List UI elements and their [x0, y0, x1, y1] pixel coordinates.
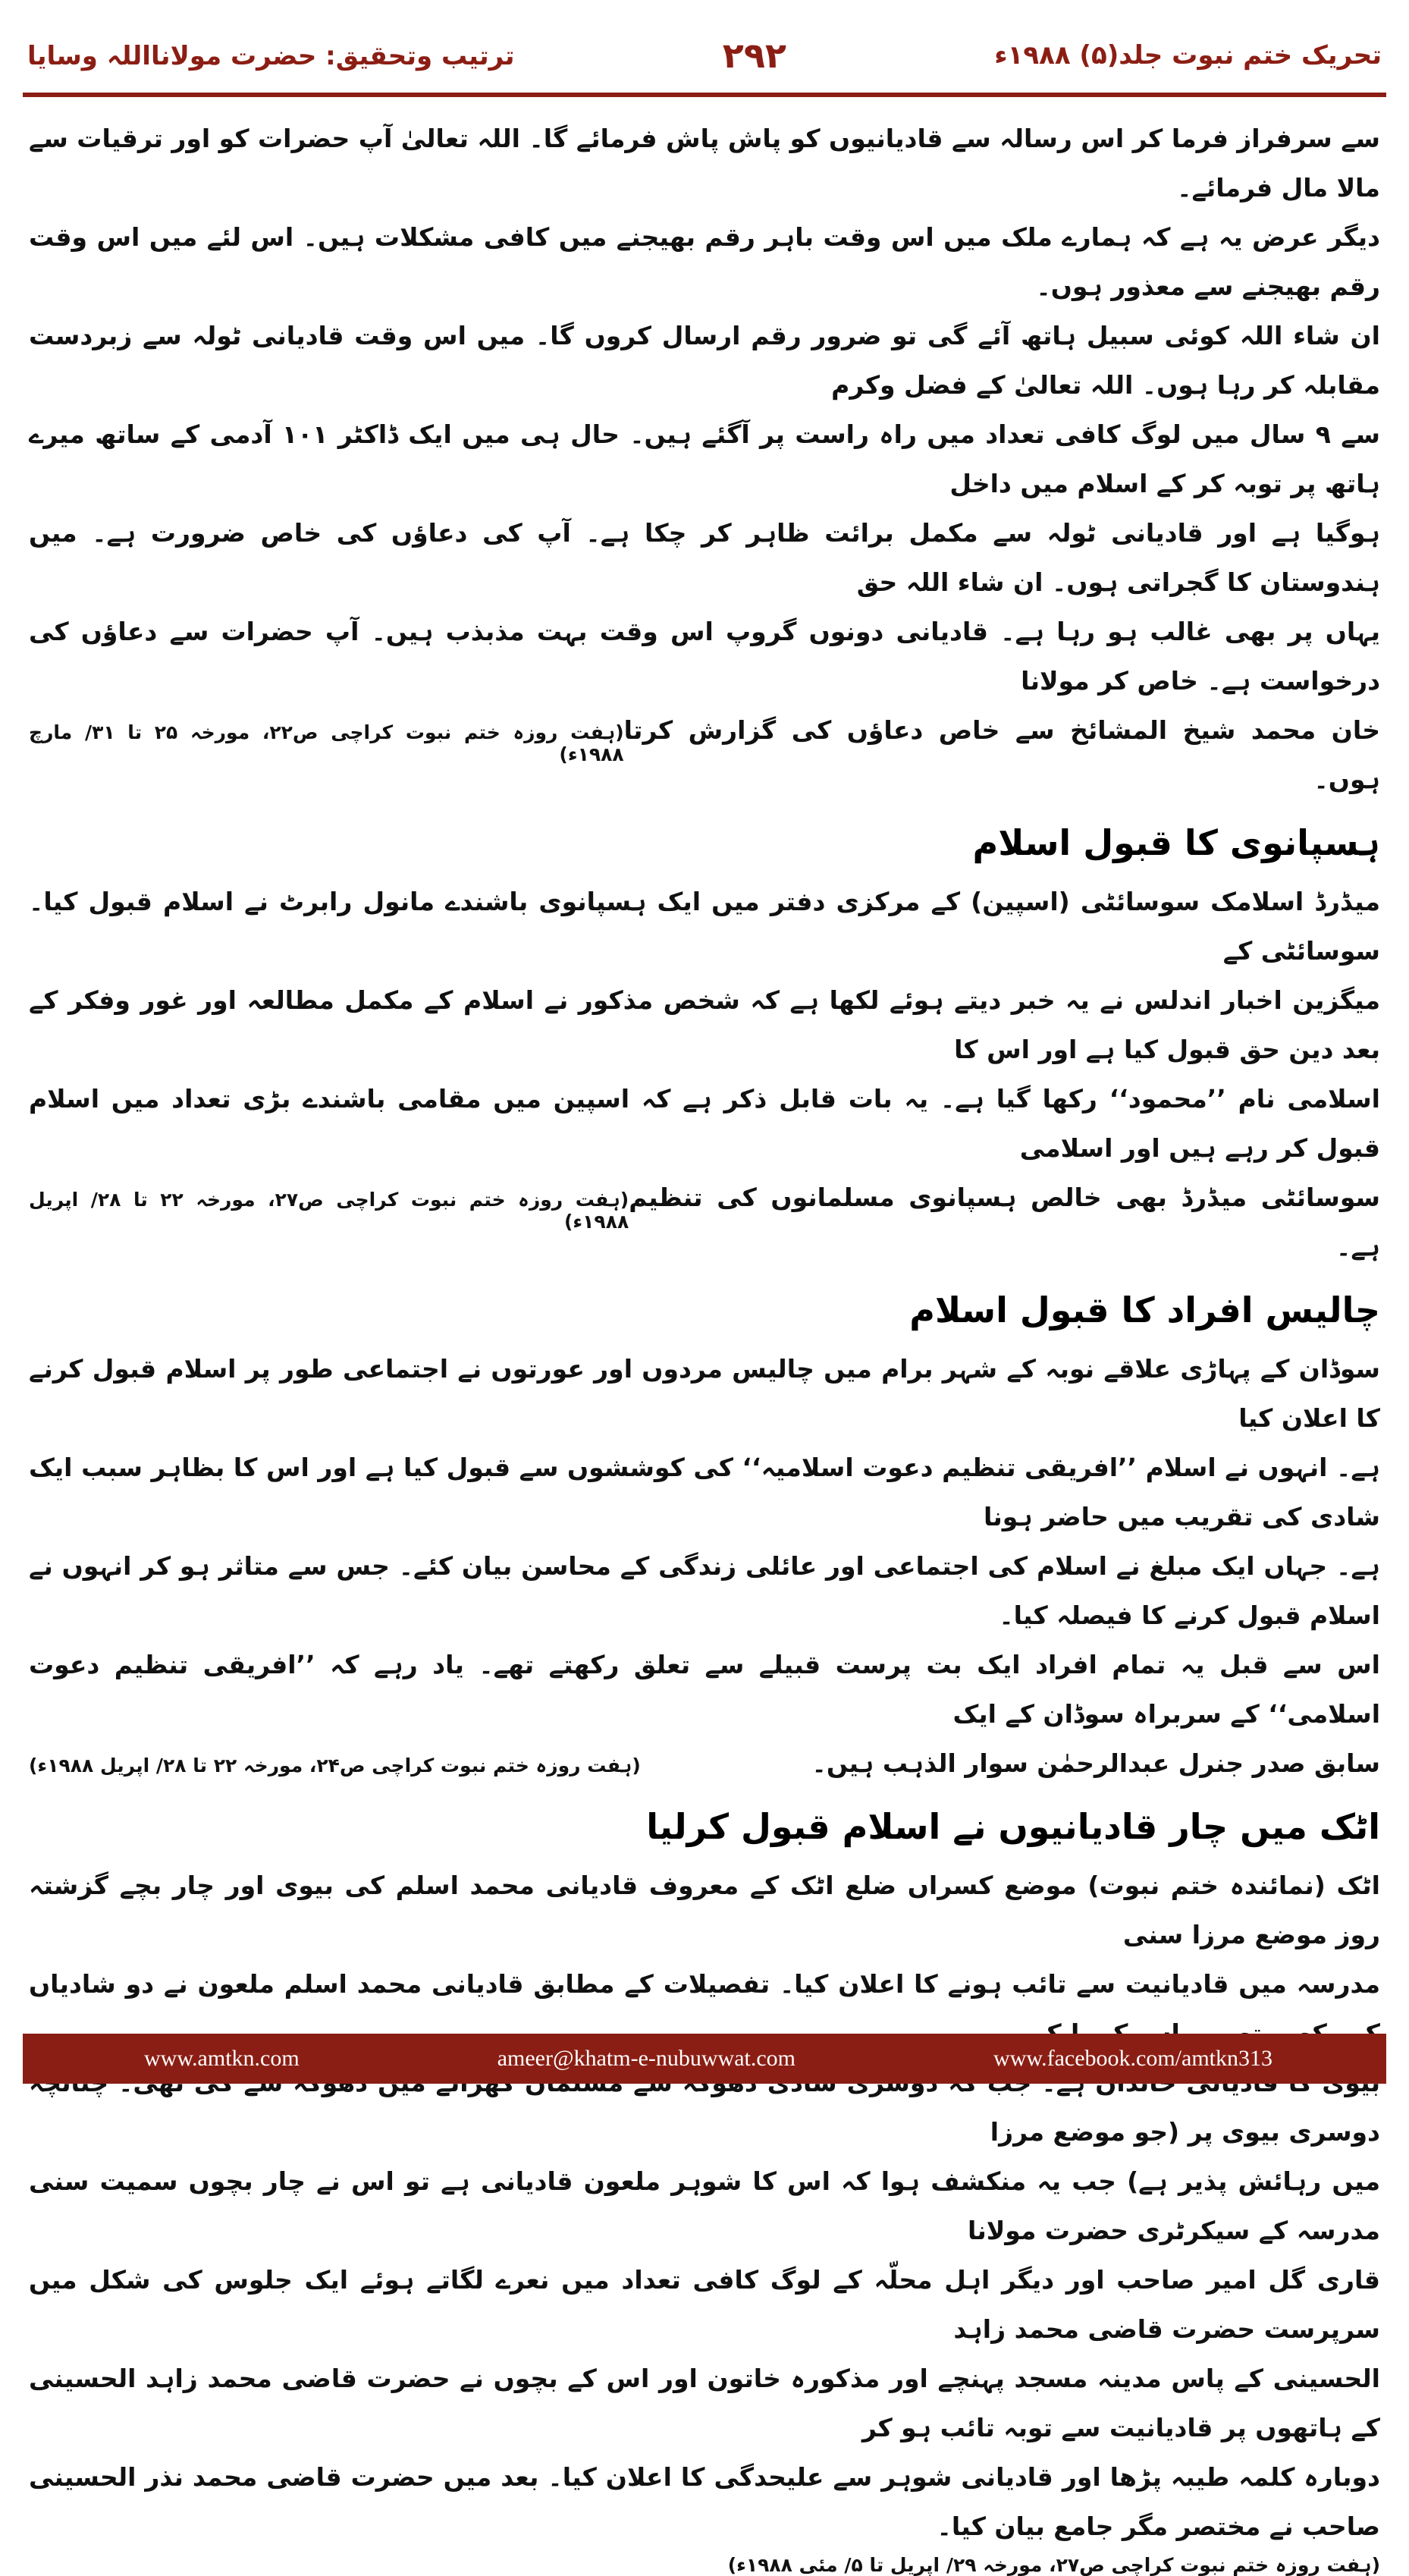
paragraph-line: ہوگیا ہے اور قادیانی ٹولہ سے مکمل برائت ظاہر کر چکا ہے۔ آپ کی دعاؤں کی خاص ضرورت ہے۔ میں ہندوستان کا گجراتی ہوں۔ ان شاء اللہ حق — [29, 518, 1380, 597]
paragraph-line: مدرسہ میں قادیانیت سے تائب ہونے کا اعلان کیا۔ تفصیلات کے مطابق قادیانی محمد اسلم ملعون نے دو شادیاں — [29, 1969, 1380, 1999]
paragraph-line: اٹک (نمائندہ ختم نبوت) موضع کسراں ضلع اٹک کے معروف قادیانی محمد اسلم کی بیوی اور چار بچے گزشتہ روز موضع مرزا سنی — [29, 1871, 1380, 1949]
paragraph-line: سے ۹ سال میں لوگ کافی تعداد میں راہ راست پر آگئے ہیں۔ حال ہی میں ایک ڈاکٹر ۱۰۱ آدمی کے ساتھ میرے ہاتھ پر توبہ کر کے اسلام میں داخل — [29, 419, 1381, 498]
paragraph-line: قاری گل امیر صاحب اور دیگر اہل محلّہ کے لوگ کافی تعداد میں نعرے لگاتے ہوئے ایک جلوس کی شکل میں سرپرست حضرت قاضی محمد زاہد — [29, 2265, 1380, 2344]
section-heading: ہسپانوی کا قبول اسلام — [972, 822, 1380, 863]
book-title: تحریک ختم نبوت جلد(۵) ۱۹۸۸ء — [994, 40, 1382, 71]
source-citation: (ہفت روزہ ختم نبوت کراچی ص۲۷، مورخہ ۲۹/ اپریل تا ۵/ مئی ۱۹۸۸ء) — [727, 2554, 1380, 2576]
header-rule — [23, 93, 1386, 97]
source-citation: (ہفت روزہ ختم نبوت کراچی ص۲۴، مورخہ ۲۲ تا ۲۸/ اپریل ۱۹۸۸ء) — [29, 1755, 641, 1776]
paragraph-line: دوسری بیوی پر (جو موضع مرزا — [990, 2117, 1380, 2147]
page-number: ۲۹۲ — [722, 35, 786, 76]
paragraph-line: خان محمد شیخ المشائخ سے خاص دعاؤں کی گزارش کرتا ہوں۔ — [623, 715, 1380, 794]
paragraph-line: میں رہائش پذیر ہے) جب یہ منکشف ہوا کہ اس کا شوہر ملعون قادیانی ہے تو اس نے چار بچوں سمیت سنی مدرسہ کے سیکرٹری حضرت مولانا — [29, 2166, 1380, 2245]
email-link[interactable]: ameer@khatm-e-nubuwwat.com — [497, 2046, 796, 2071]
paragraph-line: اس سے قبل یہ تمام افراد ایک بت پرست قبیلے سے تعلق رکھتے تھے۔ یاد رہے کہ ’’افریقی تنظیم دعوت اسلامی‘‘ کے سربراہ سوڈان کے ایک — [29, 1650, 1380, 1729]
section-forty — [29, 1276, 1380, 1788]
paragraph-line: یہاں پر بھی غالب ہو رہا ہے۔ قادیانی دونوں گروپ اس وقت بہت مذبذب ہیں۔ آپ حضرات سے دعاؤں کی درخواست ہے۔ خاص کر مولانا — [29, 617, 1380, 696]
paragraph-line: میڈرڈ اسلامک سوسائٹی (اسپین) کے مرکزی دفتر میں ایک ہسپانوی باشندے مانول رابرٹ نے اسلام قبول کیا۔ سوسائٹی کے — [29, 887, 1380, 966]
section-heading: اٹک میں چار قادیانیوں نے اسلام قبول کرلیا — [646, 1806, 1380, 1847]
source-citation: (ہفت روزہ ختم نبوت کراچی ص۲۲، مورخہ ۲۵ تا ۳۱/ مارچ ۱۹۸۸ء) — [29, 721, 624, 765]
page-header — [27, 21, 1382, 90]
paragraph-line: ان شاء اللہ کوئی سبیل ہاتھ آئے گی تو ضرور رقم ارسال کروں گا۔ میں اس وقت قادیانی ٹولہ سے زبردست مقابلہ کر رہا ہوں۔ اللہ تعالیٰ کے فضل وکرم — [29, 321, 1380, 400]
website-link[interactable]: www.amtkn.com — [144, 2046, 300, 2071]
paragraph-line: دیگر عرض یہ ہے کہ ہمارے ملک میں اس وقت باہر رقم بھیجنے میں کافی مشکلات ہیں۔ اس لئے میں اس وقت رقم بھیجنے سے معذور ہوں۔ — [29, 222, 1380, 301]
paragraph-line: میگزین اخبار اندلس نے یہ خبر دیتے ہوئے لکھا ہے کہ شخص مذکور نے اسلام کے مکمل مطالعہ اور غور وفکر کے بعد دین حق قبول کیا ہے اور اس کا — [29, 985, 1380, 1064]
paragraph-line: ہے۔ جہاں ایک مبلغ نے اسلام کی اجتماعی اور عائلی زندگی کے محاسن بیان کئے۔ جس سے متاثر ہو کر انہوں نے اسلام قبول کرنے کا فیصلہ کیا۔ — [29, 1551, 1380, 1630]
paragraph-line: اسلامی نام ’’محمود‘‘ رکھا گیا ہے۔ یہ بات قابل ذکر ہے کہ اسپین میں مقامی باشندے بڑی تعداد میں اسلام قبول کر رہے ہیں اور اسلامی — [29, 1084, 1380, 1163]
paragraph-line: سوڈان کے پہاڑی علاقے نوبہ کے شہر برام میں چالیس مردوں اور عورتوں نے اجتماعی طور پر اسلام قبول کرنے کا اعلان کیا — [29, 1354, 1380, 1433]
paragraph-line: سوسائٹی میڈرڈ بھی خالص ہسپانوی مسلمانوں کی تنظیم ہے۔ — [629, 1183, 1380, 1261]
source-citation: (ہفت روزہ ختم نبوت کراچی ص۲۷، مورخہ ۲۲ تا ۲۸/ اپریل ۱۹۸۸ء) — [29, 1189, 629, 1233]
paragraph-line: الحسینی کے پاس مدینہ مسجد پہنچے اور مذکورہ خاتون اور اس کے بچوں نے حضرت قاضی محمد زاہد الحسینی کے ہاتھوں پر قادیانیت سے توبہ تائب ہو کر — [29, 2364, 1380, 2442]
section-letter — [29, 114, 1380, 804]
closing-line — [29, 1739, 1380, 1788]
section-attock — [29, 1792, 1380, 2576]
closing-line — [29, 1173, 1380, 1271]
compiler-credit: ترتیب وتحقیق: حضرت مولانااللہ وسایا — [27, 40, 515, 71]
paragraph-line: سابق صدر جنرل عبدالرحمٰن سوار الذہب ہیں۔ — [811, 1748, 1380, 1778]
page-footer — [23, 2034, 1386, 2084]
section-spanish — [29, 809, 1380, 1271]
section-heading: چالیس افراد کا قبول اسلام — [909, 1290, 1380, 1330]
facebook-link[interactable]: www.facebook.com/amtkn313 — [993, 2046, 1272, 2071]
paragraph-line: دوبارہ کلمہ طیبہ پڑھا اور قادیانی شوہر سے علیحدگی کا اعلان کیا۔ بعد میں حضرت قاضی محمد نذر الحسینی صاحب نے مختصر مگر جامع بیان کیا۔ — [29, 2462, 1380, 2541]
closing-line — [29, 705, 1380, 804]
paragraph-line: ہے۔ انہوں نے اسلام ’’افریقی تنظیم دعوت اسلامیہ‘‘ کی کوششوں سے قبول کیا ہے اور اس کا بظاہر سبب ایک شادی کی تقریب میں حاضر ہونا — [29, 1453, 1380, 1531]
paragraph-line: سے سرفراز فرما کر اس رسالہ سے قادیانیوں کو پاش پاش فرمائے گا۔ اللہ تعالیٰ آپ حضرات کو اور ترقیات سے مالا مال فرمائے۔ — [29, 124, 1380, 203]
